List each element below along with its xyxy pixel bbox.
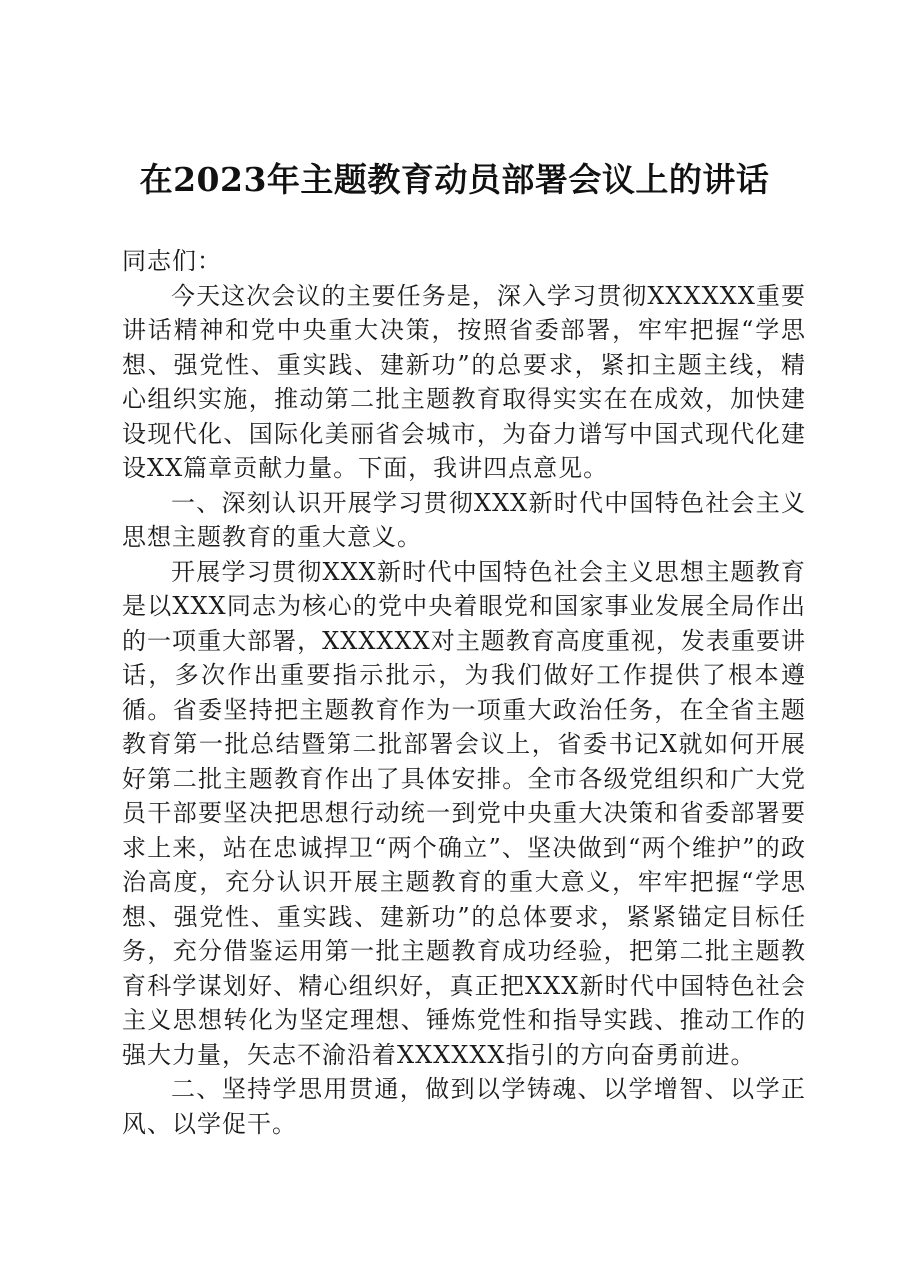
document-body bbox=[122, 244, 806, 1141]
section-heading-1: 一、深刻认识开展学习贯彻XXX新时代中国特色社会主义思想主题教育的重大意义。 bbox=[122, 488, 806, 551]
document-title: 在2023年主题教育动员部署会议上的讲话 bbox=[139, 160, 770, 199]
paragraph-section-1: 开展学习贯彻XXX新时代中国特色社会主义思想主题教育是以XXX同志为核心的党中央着眼党和国家事业发展全局作出的一项重大部署，XXXXXX对主题教育高度重视，发表重要讲话，多次作出重要指示批示，为我们做好工作提供了根本遵循。省委坚持把主题教育作为一项重大政治任务，在全省主题教育第一批总结暨第二批部署会议上，省委书记X就如何开展好第二批主题教育作出了具体安排。全市各级党组织和广大党员干部要坚决把思想行动统一到党中央重大决策和省委部署要求上来，站在忠诚捍卫“两个确立”、坚决做到“两个维护”的政治高度，充分认识开展主题教育的重大意义，牢牢把握“学思想、强党性、重实践、建新功”的总体要求，紧紧锚定目标任务，充分借鉴运用第一批主题教育成功经验，把第二批主题教育科学谋划好、精心组织好，真正把XXX新时代中国特色社会主义思想转化为坚定理想、锤炼党性和指导实践、推动工作的强大力量，矢志不渝沿着XXXXXX指引的方向奋勇前进。 bbox=[122, 557, 806, 1069]
paragraph-intro: 今天这次会议的主要任务是，深入学习贯彻XXXXXX重要讲话精神和党中央重大决策，按照省委部署，牢牢把握“学思想、强党性、重实践、建新功”的总要求，紧扣主题主线，精心组织实施，推动第二批主题教育取得实实在在成效，加快建设现代化、国际化美丽省会城市，为奋力谱写中国式现代化建设XX篇章贡献力量。下面，我讲四点意见。 bbox=[122, 281, 806, 482]
salutation: 同志们： bbox=[122, 247, 222, 275]
section-heading-2: 二、坚持学思用贯通，做到以学铸魂、以学增智、以学正风、以学促干。 bbox=[122, 1075, 806, 1138]
